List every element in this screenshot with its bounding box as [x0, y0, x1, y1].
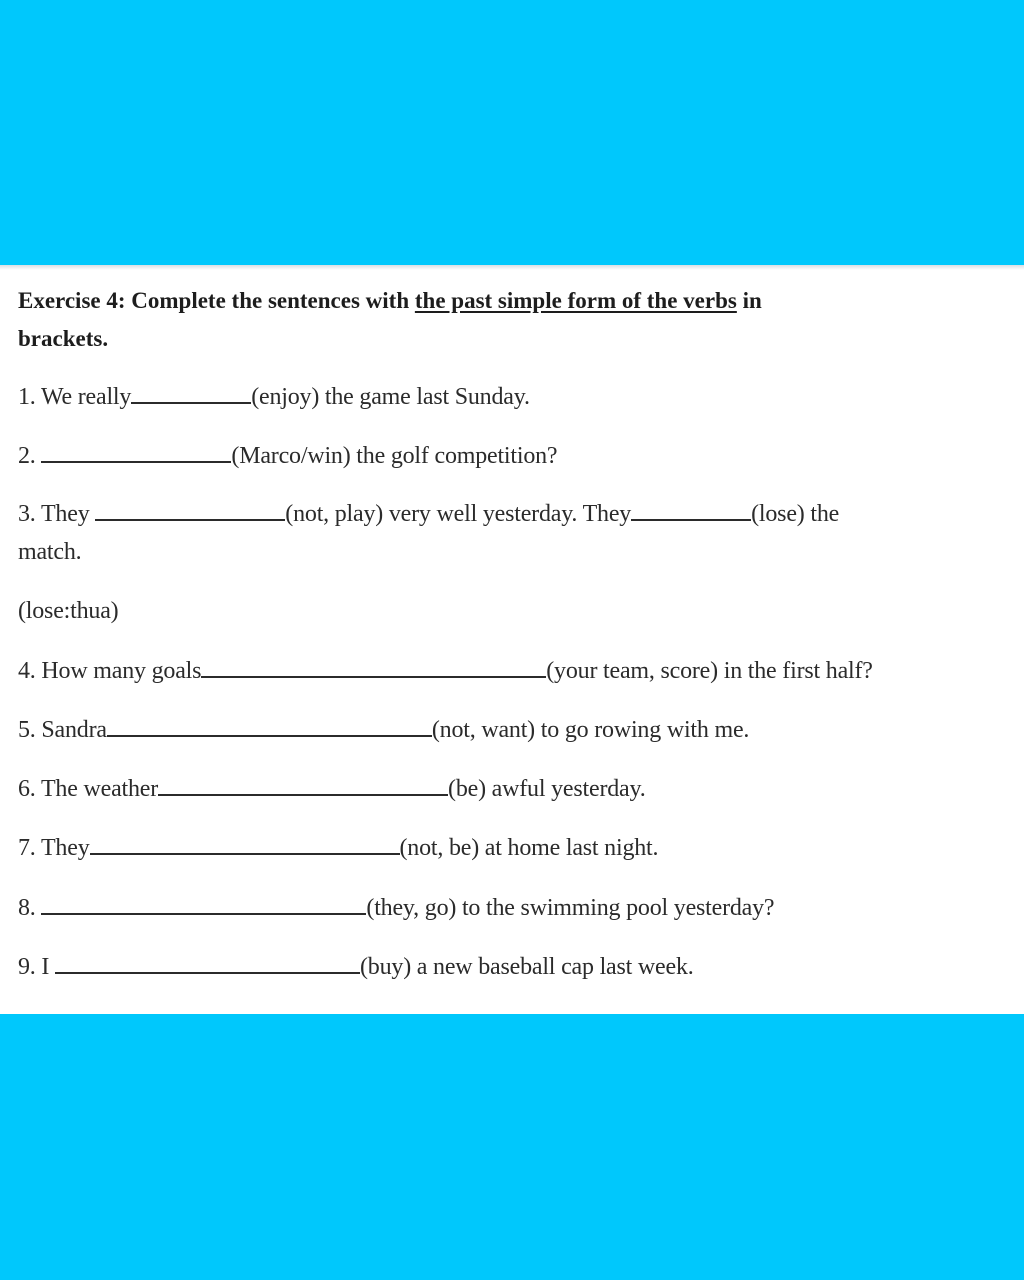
item-number: 7. [18, 835, 36, 861]
sentence-4 [18, 652, 873, 690]
item-number: 6. [18, 776, 36, 802]
answer-blank[interactable] [41, 439, 231, 463]
bottom-background-band [0, 1014, 1024, 1280]
sentence-end: (buy) a new baseball cap last week. [360, 954, 694, 980]
item-number: 1. [18, 384, 36, 410]
item-number: 2. [18, 443, 36, 469]
sentence-start: We really [35, 384, 132, 410]
sentence-start: I [35, 954, 56, 980]
sentence-8 [18, 889, 774, 927]
sheet-top-edge [0, 265, 1024, 270]
sentence-5 [18, 711, 749, 749]
note-text: (lose:thua) [18, 598, 119, 624]
answer-blank[interactable] [95, 497, 285, 521]
item-number: 3. [18, 501, 36, 527]
answer-blank[interactable] [131, 380, 251, 404]
answer-blank[interactable] [158, 772, 448, 796]
sentence-end: (be) awful yesterday. [448, 776, 646, 802]
answer-blank[interactable] [201, 654, 546, 678]
sentence-7 [18, 829, 658, 867]
sentence-6 [18, 770, 646, 808]
heading-line-1 [18, 282, 1008, 320]
sentence-end: (your team, score) in the first half? [546, 658, 873, 684]
answer-blank[interactable] [41, 891, 366, 915]
heading-line-2: brackets. [18, 326, 109, 351]
answer-blank[interactable] [107, 713, 432, 737]
answer-blank[interactable] [55, 950, 360, 974]
sentence-3 [18, 495, 839, 533]
sentence-end: (they, go) to the swimming pool yesterday? [366, 895, 775, 921]
sentence-end: (enjoy) the game last Sunday. [251, 384, 530, 410]
sentence-start: They [35, 501, 96, 527]
sentence-start: They [35, 835, 90, 861]
sentence-start: Sandra [35, 717, 107, 743]
answer-blank[interactable] [631, 497, 751, 521]
heading-underlined: the past simple form of the verbs [414, 288, 737, 313]
item-number: 9. [18, 954, 36, 980]
sentence-9 [18, 948, 694, 986]
sentence-middle: (not, play) very well yesterday. They [285, 501, 632, 527]
sentence-start: The weather [35, 776, 159, 802]
exercise-heading [18, 282, 1008, 358]
top-background-band [0, 0, 1024, 265]
heading-suffix: in [736, 288, 762, 313]
sentence-end: (not, be) at home last night. [399, 835, 659, 861]
sentence-continuation: match. [18, 539, 82, 565]
sentence-1 [18, 378, 530, 416]
sentence-end: (Marco/win) the golf competition? [231, 443, 558, 469]
sentence-end: (not, want) to go rowing with me. [431, 717, 750, 743]
vocabulary-note [18, 592, 118, 630]
sentence-3-continued [18, 533, 81, 571]
answer-blank[interactable] [90, 831, 400, 855]
sentence-end: (lose) the [751, 501, 840, 527]
sentence-2 [18, 437, 557, 475]
heading-prefix: Exercise 4: Complete the sentences with [18, 288, 415, 313]
sentence-start: How many goals [35, 658, 202, 684]
item-number: 4. [18, 658, 36, 684]
item-number: 5. [18, 717, 36, 743]
item-number: 8. [18, 895, 36, 921]
